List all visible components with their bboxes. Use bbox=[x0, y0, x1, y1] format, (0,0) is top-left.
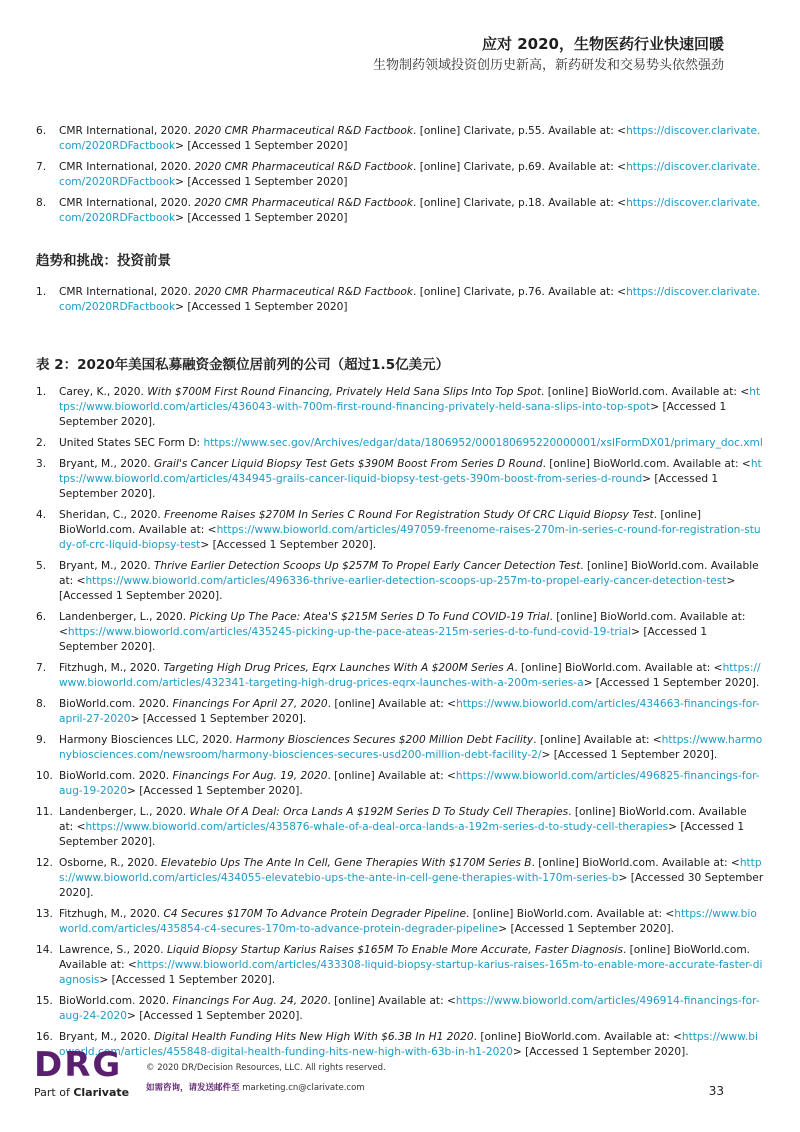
reference-item bbox=[36, 733, 764, 763]
clarivate-brand: Clarivate bbox=[73, 1086, 130, 1099]
reference-title: Elevatebio Ups The Ante In Cell, Gene Therapies With $170M Series B bbox=[160, 857, 532, 869]
reference-item bbox=[36, 805, 764, 850]
reference-number: 13. bbox=[36, 908, 53, 920]
reference-number: 5. bbox=[36, 560, 47, 572]
reference-title: 2020 CMR Pharmaceutical R&D Factbook bbox=[194, 161, 413, 173]
reference-details: . [online] BioWorld.com. Available at: < bbox=[541, 386, 750, 398]
reference-number: 1. bbox=[36, 386, 47, 398]
reference-details: . [online] BioWorld.com. Available at: < bbox=[59, 806, 747, 833]
reference-link[interactable]: https://www.sec.gov/Archives/edgar/data/1806952/000180695220000001/xslFormDX01/primary_doc.xml bbox=[203, 437, 763, 449]
reference-details: . [online] BioWorld.com. Available at: < bbox=[59, 944, 751, 971]
reference-link[interactable]: https://www.bioworld.com/articles/496825-financings-for-aug-19-2020 bbox=[59, 770, 760, 797]
reference-details: . [online] BioWorld.com. Available at: < bbox=[473, 1031, 682, 1043]
reference-details: . [online] Available at: < bbox=[327, 698, 457, 710]
reference-details: . [online] Clarivate, p.69. Available at: < bbox=[412, 161, 627, 173]
reference-title: Liquid Biopsy Startup Karius Raises $165M To Enable More Accurate, Faster Diagnosis bbox=[167, 944, 623, 956]
reference-accessed: > [Accessed 1 September 2020] bbox=[175, 140, 348, 152]
reference-number: 14. bbox=[36, 944, 53, 956]
reference-link[interactable]: https://discover.clarivate.com/2020RDFactbook bbox=[59, 286, 761, 313]
reference-accessed: > [Accessed 30 September 2020]. bbox=[59, 872, 764, 899]
reference-accessed: > [Accessed 1 September 2020]. bbox=[498, 923, 674, 935]
reference-item bbox=[36, 285, 764, 315]
reference-item bbox=[36, 697, 764, 727]
reference-number: 6. bbox=[36, 611, 47, 623]
reference-source: Carey, K., 2020. bbox=[59, 386, 148, 398]
reference-accessed: > [Accessed 1 September 2020]. bbox=[59, 473, 719, 500]
reference-accessed: > [Accessed 1 September 2020]. bbox=[99, 974, 276, 986]
reference-item bbox=[36, 994, 764, 1024]
reference-number: 11. bbox=[36, 806, 53, 818]
reference-link[interactable]: https://www.bioworld.com/articles/455848-digital-health-funding-hits-new-high-with-63b-in-h1-2020 bbox=[59, 1031, 758, 1058]
reference-title: Thrive Earlier Detection Scoops Up $257M To Propel Early Cancer Detection Test bbox=[153, 560, 581, 572]
reference-details: . [online] BioWorld.com. Available at: < bbox=[59, 611, 746, 638]
reference-title: 2020 CMR Pharmaceutical R&D Factbook bbox=[194, 125, 413, 137]
page-number: 33 bbox=[708, 1084, 724, 1098]
references-content bbox=[36, 124, 764, 1060]
reference-item bbox=[36, 196, 764, 226]
reference-details: . [online] BioWorld.com. Available at: < bbox=[542, 458, 751, 470]
reference-source: BioWorld.com. 2020. bbox=[59, 995, 173, 1007]
reference-accessed: > [Accessed 1 September 2020]. bbox=[130, 713, 307, 725]
reference-details: . [online] Available at: < bbox=[327, 770, 456, 782]
reference-number: 4. bbox=[36, 509, 47, 521]
reference-source: Lawrence, S., 2020. bbox=[59, 944, 168, 956]
reference-source: CMR International, 2020. bbox=[59, 161, 195, 173]
reference-title: Digital Health Funding Hits New High With $6.3B In H1 2020 bbox=[153, 1031, 474, 1043]
reference-item bbox=[36, 385, 764, 430]
reference-source: Bryant, M., 2020. bbox=[59, 458, 154, 470]
reference-source: Landenberger, L., 2020. bbox=[59, 806, 190, 818]
reference-title: Whale Of A Deal: Orca Lands A $192M Series D To Study Cell Therapies bbox=[189, 806, 569, 818]
reference-link[interactable]: https://www.bioworld.com/articles/433308-liquid-biopsy-startup-karius-raises-165m-to-enable-more-accurate-faster-diagnosis bbox=[59, 959, 763, 986]
reference-number: 10. bbox=[36, 770, 53, 782]
reference-source: Osborne, R., 2020. bbox=[59, 857, 161, 869]
reference-link[interactable]: https://www.bioworld.com/articles/435245-picking-up-the-pace-ateas-215m-series-d-to-fund-covid-19-trial bbox=[67, 626, 632, 638]
reference-details: . [online] Clarivate, p.55. Available at: < bbox=[412, 125, 627, 137]
reference-details: . [online] BioWorld.com. Available at: < bbox=[514, 662, 723, 674]
reference-item bbox=[36, 559, 764, 604]
reference-title: Grail's Cancer Liquid Biopsy Test Gets $390M Boost From Series D Round bbox=[153, 458, 543, 470]
reference-title: Freenome Raises $270M In Series C Round For Registration Study Of CRC Liquid Biopsy Test bbox=[164, 509, 654, 521]
reference-source: Bryant, M., 2020. bbox=[59, 560, 154, 572]
reference-link[interactable]: https://www.bioworld.com/articles/436043-with-700m-first-round-financing-privately-held-sana-slips-into-top-spot bbox=[59, 386, 761, 413]
reference-accessed: > [Accessed 1 September 2020]. bbox=[59, 821, 745, 848]
reference-accessed: > [Accessed 1 September 2020]. bbox=[512, 1046, 689, 1058]
reference-accessed: > [Accessed 1 September 2020] bbox=[175, 212, 348, 224]
drg-logo bbox=[34, 1045, 130, 1099]
reference-item bbox=[36, 457, 764, 502]
reference-number: 2. bbox=[36, 437, 47, 449]
reference-number: 9. bbox=[36, 734, 47, 746]
reference-source: Landenberger, L., 2020. bbox=[59, 611, 190, 623]
reference-link[interactable]: https://www.bioworld.com/articles/435854-c4-secures-170m-to-advance-protein-degrader-pipeline bbox=[59, 908, 757, 935]
reference-accessed: > [Accessed 1 September 2020]. bbox=[583, 677, 760, 689]
reference-item bbox=[36, 1030, 764, 1060]
contact-label: 如需咨询，请发送邮件至 bbox=[146, 1083, 240, 1093]
reference-title: Financings For Aug. 19, 2020 bbox=[172, 770, 328, 782]
reference-list-continued bbox=[36, 124, 764, 226]
reference-item bbox=[36, 436, 764, 451]
reference-accessed: > [Accessed 1 September 2020]. bbox=[59, 401, 727, 428]
reference-accessed: > [Accessed 1 September 2020]. bbox=[127, 785, 303, 797]
reference-source: Sheridan, C., 2020. bbox=[59, 509, 165, 521]
reference-link[interactable]: https://www.harmonybiosciences.com/newsroom/harmony-biosciences-secures-usd200-million-debt-facility-2/ bbox=[59, 734, 763, 761]
reference-number: 8. bbox=[36, 698, 47, 710]
reference-title: C4 Secures $170M To Advance Protein Degrader Pipeline bbox=[163, 908, 467, 920]
reference-link[interactable]: https://www.bioworld.com/articles/432341-targeting-high-drug-prices-eqrx-launches-with-a-200m-series-a bbox=[59, 662, 761, 689]
reference-number: 6. bbox=[36, 125, 47, 137]
drg-logo-mark: DRG bbox=[34, 1045, 123, 1085]
reference-source: BioWorld.com. 2020. bbox=[59, 698, 173, 710]
reference-list-table2 bbox=[36, 385, 764, 1060]
reference-link[interactable]: https://www.bioworld.com/articles/434945-grails-cancer-liquid-biopsy-test-gets-390m-boost-from-series-d-round bbox=[59, 458, 762, 485]
reference-details: . [online] Available at: < bbox=[533, 734, 662, 746]
reference-accessed: > [Accessed 1 September 2020] bbox=[175, 176, 348, 188]
reference-number: 3. bbox=[36, 458, 47, 470]
reference-source: Bryant, M., 2020. bbox=[59, 1031, 154, 1043]
contact-email[interactable]: marketing.cn@clarivate.com bbox=[242, 1083, 365, 1093]
reference-details: . [online] Clarivate, p.18. Available at: < bbox=[412, 197, 627, 209]
reference-link[interactable]: https://www.bioworld.com/articles/435876-whale-of-a-deal-orca-lands-a-192m-series-d-to-study-cell-therapies bbox=[85, 821, 669, 833]
reference-link[interactable]: https://www.bioworld.com/articles/496914-financings-for-aug-24-2020 bbox=[59, 995, 760, 1022]
reference-details: . [online] BioWorld.com. Available at: < bbox=[531, 857, 740, 869]
reference-source: CMR International, 2020. bbox=[59, 125, 195, 137]
reference-number: 7. bbox=[36, 662, 47, 674]
reference-number: 15. bbox=[36, 995, 53, 1007]
reference-source: BioWorld.com. 2020. bbox=[59, 770, 173, 782]
reference-details: . [online] BioWorld.com. Available at: < bbox=[59, 560, 759, 587]
reference-title: Financings For April 27, 2020 bbox=[172, 698, 328, 710]
part-of-clarivate bbox=[34, 1086, 129, 1099]
reference-source: Harmony Biosciences LLC, 2020. bbox=[59, 734, 236, 746]
reference-number: 7. bbox=[36, 161, 47, 173]
reference-source: CMR International, 2020. bbox=[59, 197, 195, 209]
reference-item bbox=[36, 160, 764, 190]
reference-source: United States SEC Form D: bbox=[59, 437, 204, 449]
reference-item bbox=[36, 943, 764, 988]
reference-link[interactable]: https://discover.clarivate.com/2020RDFactbook bbox=[59, 125, 761, 152]
reference-number: 12. bbox=[36, 857, 53, 869]
page-header bbox=[373, 34, 724, 76]
footer-text bbox=[146, 1058, 386, 1098]
reference-item bbox=[36, 124, 764, 154]
reference-accessed: > [Accessed 1 September 2020]. bbox=[541, 749, 718, 761]
reference-accessed: > [Accessed 1 September 2020]. bbox=[127, 1010, 303, 1022]
reference-title: 2020 CMR Pharmaceutical R&D Factbook bbox=[194, 286, 413, 298]
part-of-prefix: Part of bbox=[34, 1086, 74, 1099]
reference-title: 2020 CMR Pharmaceutical R&D Factbook bbox=[194, 197, 413, 209]
reference-number: 16. bbox=[36, 1031, 53, 1043]
reference-accessed: > [Accessed 1 September 2020]. bbox=[59, 575, 736, 602]
reference-accessed: > [Accessed 1 September 2020]. bbox=[59, 626, 708, 653]
reference-link[interactable]: https://www.bioworld.com/articles/434055-elevatebio-ups-the-ante-in-cell-gene-therapies-with-170m-series-b bbox=[59, 857, 762, 884]
report-title: 应对 2020，生物医药行业快速回暖 bbox=[482, 35, 724, 53]
section-heading-investment-outlook: 趋势和挑战：投资前景 bbox=[36, 253, 171, 269]
reference-details: . [online] BioWorld.com. Available at: < bbox=[59, 509, 701, 536]
reference-number: 1. bbox=[36, 286, 47, 298]
contact-line bbox=[146, 1078, 386, 1098]
copyright-text: © 2020 DR/Decision Resources, LLC. All rights reserved. bbox=[146, 1063, 386, 1073]
reference-title: Harmony Biosciences Secures $200 Million Debt Facility bbox=[235, 734, 534, 746]
reference-details: . [online] BioWorld.com. Available at: < bbox=[466, 908, 675, 920]
reference-item bbox=[36, 661, 764, 691]
reference-link[interactable]: https://www.bioworld.com/articles/497059-freenome-raises-270m-in-series-c-round-for-registration-study-of-crc-liquid-biopsy-test bbox=[59, 524, 761, 551]
reference-title: Targeting High Drug Prices, Eqrx Launches With A $200M Series A bbox=[163, 662, 515, 674]
reference-item bbox=[36, 508, 764, 553]
reference-title: Financings For Aug. 24, 2020 bbox=[172, 995, 328, 1007]
reference-source: Fitzhugh, M., 2020. bbox=[59, 662, 164, 674]
reference-list-investment-outlook bbox=[36, 285, 764, 315]
report-subtitle: 生物制药领域投资创历史新高，新药研发和交易势头依然强劲 bbox=[372, 58, 724, 73]
reference-link[interactable]: https://discover.clarivate.com/2020RDFactbook bbox=[59, 197, 761, 224]
reference-link[interactable]: https://discover.clarivate.com/2020RDFactbook bbox=[59, 161, 761, 188]
reference-details: . [online] Clarivate, p.76. Available at: < bbox=[412, 286, 627, 298]
reference-item bbox=[36, 610, 764, 655]
reference-item bbox=[36, 907, 764, 937]
reference-item bbox=[36, 769, 764, 799]
reference-link[interactable]: https://www.bioworld.com/articles/496336-thrive-earlier-detection-scoops-up-257m-to-propel-early-cancer-detection-test bbox=[85, 575, 727, 587]
reference-title: With $700M First Round Financing, Privately Held Sana Slips Into Top Spot bbox=[147, 386, 541, 398]
reference-source: Fitzhugh, M., 2020. bbox=[59, 908, 164, 920]
reference-link[interactable]: https://www.bioworld.com/articles/434663-financings-for-april-27-2020 bbox=[59, 698, 760, 725]
reference-source: CMR International, 2020. bbox=[59, 286, 195, 298]
reference-details: . [online] Available at: < bbox=[327, 995, 456, 1007]
reference-item bbox=[36, 856, 764, 901]
reference-accessed: > [Accessed 1 September 2020]. bbox=[200, 539, 377, 551]
section-heading-table2: 表 2：2020年美国私募融资金额位居前列的公司（超过1.5亿美元） bbox=[36, 357, 450, 373]
reference-number: 8. bbox=[36, 197, 47, 209]
reference-accessed: > [Accessed 1 September 2020] bbox=[175, 301, 348, 313]
reference-title: Picking Up The Pace: Atea'S $215M Series D To Fund COVID-19 Trial bbox=[189, 611, 550, 623]
